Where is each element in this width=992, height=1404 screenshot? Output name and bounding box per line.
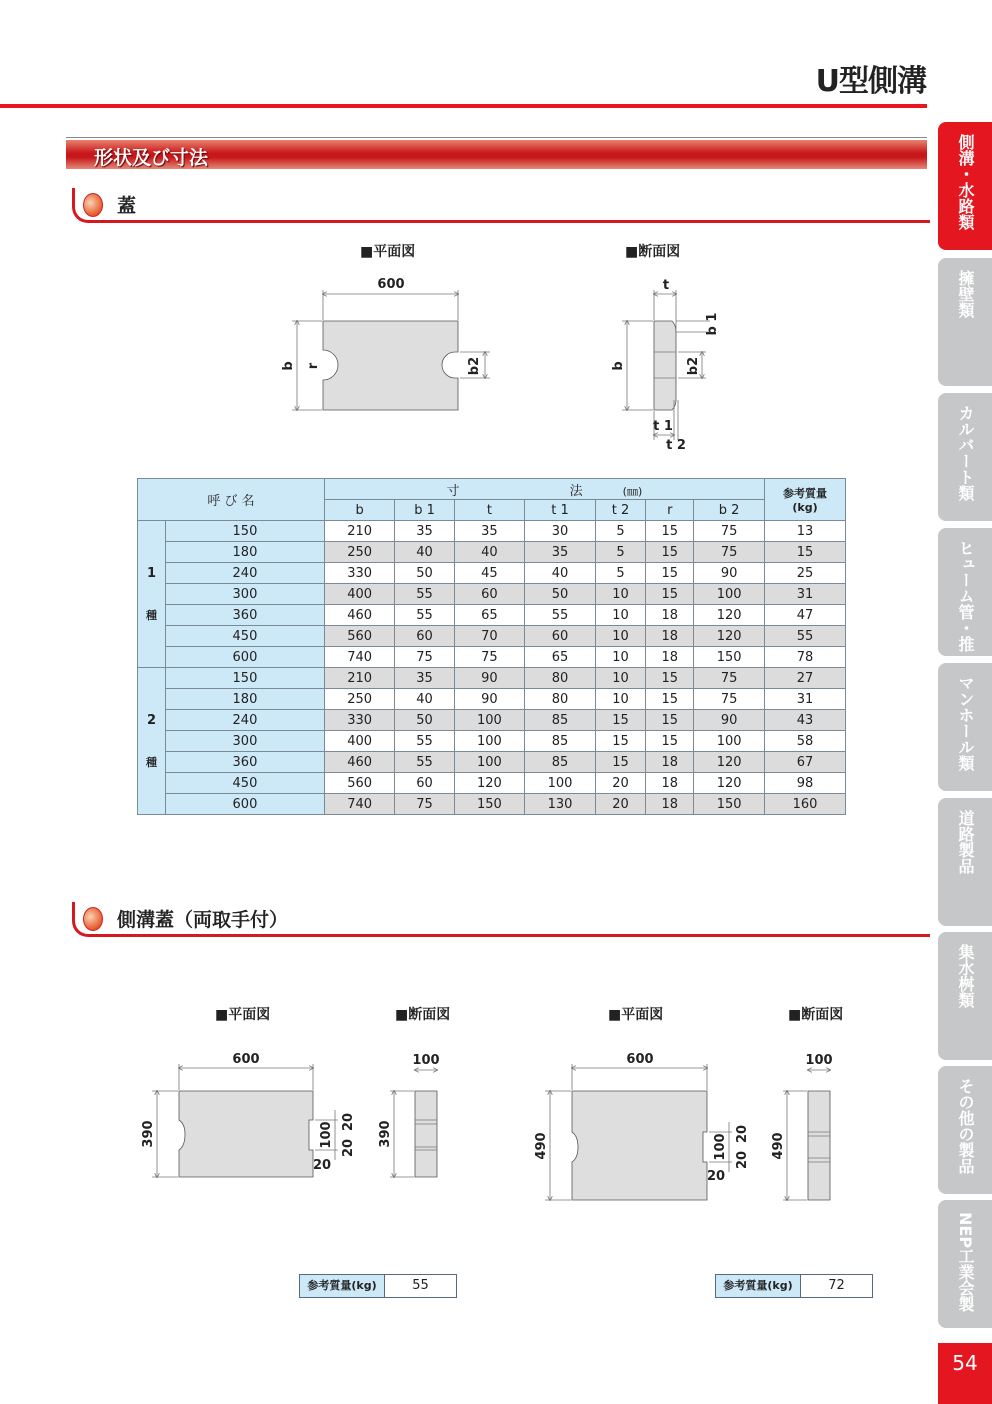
dim-width-right: 600 <box>626 1052 654 1067</box>
value-cell: 50 <box>525 584 596 605</box>
value-cell: 35 <box>525 542 596 563</box>
value-cell: 18 <box>646 752 694 773</box>
value-cell: 15 <box>646 584 694 605</box>
value-cell: 250 <box>324 542 395 563</box>
value-cell: 5 <box>595 521 646 542</box>
value-cell: 55 <box>525 605 596 626</box>
value-cell: 85 <box>525 710 596 731</box>
value-cell: 15 <box>765 542 846 563</box>
value-cell: 40 <box>525 563 596 584</box>
value-cell: 18 <box>646 626 694 647</box>
value-cell: 40 <box>395 689 454 710</box>
dim-b-section: b <box>611 361 626 371</box>
value-cell: 10 <box>595 584 646 605</box>
value-cell: 55 <box>395 731 454 752</box>
header-name: 呼 び 名 <box>138 479 325 521</box>
size-cell: 240 <box>166 710 325 731</box>
dim-b: b <box>281 361 296 371</box>
value-cell: 15 <box>595 710 646 731</box>
value-cell: 58 <box>765 731 846 752</box>
col-header: t 2 <box>595 500 646 521</box>
dim-b2: b2 <box>467 356 482 376</box>
size-cell: 600 <box>166 647 325 668</box>
value-cell: 75 <box>694 542 765 563</box>
value-cell: 25 <box>765 563 846 584</box>
value-cell: 15 <box>646 731 694 752</box>
value-cell: 75 <box>694 689 765 710</box>
table-row <box>138 731 846 752</box>
value-cell: 160 <box>765 794 846 815</box>
plan-view-label: ■平面図 <box>360 244 416 260</box>
kind-number: 1 <box>146 565 157 581</box>
value-cell: 60 <box>525 626 596 647</box>
value-cell: 90 <box>694 563 765 584</box>
value-cell: 460 <box>324 752 395 773</box>
dim-edge1-right: 20 <box>735 1124 750 1144</box>
size-cell: 150 <box>166 668 325 689</box>
value-cell: 35 <box>395 668 454 689</box>
header-unit: (㎜) <box>622 484 643 498</box>
sidebar-tab[interactable]: マンホール類 <box>938 663 992 791</box>
kind-suffix: 種 <box>146 608 157 622</box>
dim-edge3-left: 20 <box>312 1158 332 1173</box>
value-cell: 100 <box>694 731 765 752</box>
col-header: b 1 <box>395 500 454 521</box>
value-cell: 120 <box>694 605 765 626</box>
weight-box-right <box>715 1274 873 1298</box>
subheading-handle-cover <box>72 902 930 937</box>
value-cell: 65 <box>454 605 525 626</box>
value-cell: 85 <box>525 731 596 752</box>
value-cell: 78 <box>765 647 846 668</box>
value-cell: 100 <box>454 752 525 773</box>
value-cell: 60 <box>395 773 454 794</box>
sidebar-tab[interactable]: ヒューム管・推進管 <box>938 528 992 656</box>
kind-cell <box>138 521 166 668</box>
value-cell: 560 <box>324 626 395 647</box>
dim-b1: b 1 <box>705 312 720 336</box>
value-cell: 10 <box>595 689 646 710</box>
value-cell: 75 <box>694 521 765 542</box>
value-cell: 150 <box>694 794 765 815</box>
section-view-label-right: ■断面図 <box>788 1007 844 1023</box>
value-cell: 55 <box>395 605 454 626</box>
col-header: b <box>324 500 395 521</box>
value-cell: 18 <box>646 647 694 668</box>
page-title: U型側溝 <box>815 64 926 99</box>
value-cell: 250 <box>324 689 395 710</box>
dim-thickness-right: 100 <box>805 1053 833 1068</box>
handle-cover-plan-right <box>572 1091 707 1200</box>
handle-cover-plan-left <box>179 1091 313 1177</box>
value-cell: 31 <box>765 689 846 710</box>
value-cell: 15 <box>646 689 694 710</box>
value-cell: 210 <box>324 521 395 542</box>
value-cell: 330 <box>324 710 395 731</box>
value-cell: 90 <box>454 668 525 689</box>
size-cell: 450 <box>166 626 325 647</box>
weight-label: 参考質量(kg) <box>300 1275 385 1297</box>
weight-value: 55 <box>412 1278 429 1293</box>
value-cell: 740 <box>324 794 395 815</box>
value-cell: 75 <box>694 668 765 689</box>
size-cell: 180 <box>166 689 325 710</box>
size-cell: 450 <box>166 773 325 794</box>
value-cell: 15 <box>646 521 694 542</box>
sidebar-tab[interactable]: 擁壁類 <box>938 258 992 386</box>
subheading-title: 側溝蓋（両取手付） <box>117 909 289 931</box>
size-cell: 360 <box>166 752 325 773</box>
table-row <box>138 668 846 689</box>
value-cell: 120 <box>694 626 765 647</box>
table-row <box>138 794 846 815</box>
plan-view-label-left: ■平面図 <box>215 1007 271 1023</box>
value-cell: 13 <box>765 521 846 542</box>
col-header: t 1 <box>525 500 596 521</box>
value-cell: 20 <box>595 794 646 815</box>
value-cell: 210 <box>324 668 395 689</box>
value-cell: 67 <box>765 752 846 773</box>
section-view-label: ■断面図 <box>625 244 681 260</box>
size-cell: 150 <box>166 521 325 542</box>
table-row <box>138 626 846 647</box>
value-cell: 40 <box>395 542 454 563</box>
value-cell: 30 <box>525 521 596 542</box>
table-row <box>138 542 846 563</box>
dim-edge2-left: 20 <box>341 1138 356 1158</box>
header-dim-1: 寸 <box>446 483 460 499</box>
table-row <box>138 752 846 773</box>
value-cell: 150 <box>454 794 525 815</box>
dim-edge3-right: 20 <box>706 1169 726 1184</box>
table-row <box>138 563 846 584</box>
value-cell: 65 <box>525 647 596 668</box>
value-cell: 27 <box>765 668 846 689</box>
value-cell: 90 <box>694 710 765 731</box>
value-cell: 560 <box>324 773 395 794</box>
size-cell: 600 <box>166 794 325 815</box>
value-cell: 75 <box>395 794 454 815</box>
value-cell: 10 <box>595 605 646 626</box>
weight-label: 参考質量(kg) <box>716 1275 801 1297</box>
value-cell: 50 <box>395 710 454 731</box>
kind-number: 2 <box>146 712 157 728</box>
value-cell: 10 <box>595 626 646 647</box>
value-cell: 35 <box>395 521 454 542</box>
dim-section-height-right: 490 <box>771 1132 786 1160</box>
table-row <box>138 689 846 710</box>
dim-thickness-left: 100 <box>412 1053 440 1068</box>
sidebar-tab[interactable]: 集水桝類 <box>938 932 992 1060</box>
value-cell: 120 <box>454 773 525 794</box>
col-header: r <box>646 500 694 521</box>
size-cell: 300 <box>166 584 325 605</box>
value-cell: 98 <box>765 773 846 794</box>
dim-t1: t 1 <box>653 419 673 434</box>
value-cell: 10 <box>595 647 646 668</box>
handle-cover-section-right <box>808 1091 830 1200</box>
section-view-label-left: ■断面図 <box>395 1007 451 1023</box>
value-cell: 55 <box>765 626 846 647</box>
size-cell: 240 <box>166 563 325 584</box>
value-cell: 15 <box>646 710 694 731</box>
value-cell: 15 <box>595 731 646 752</box>
value-cell: 31 <box>765 584 846 605</box>
dim-height-left: 390 <box>141 1120 156 1148</box>
value-cell: 43 <box>765 710 846 731</box>
table-row <box>138 521 846 542</box>
weight-box-left <box>299 1274 457 1298</box>
value-cell: 5 <box>595 542 646 563</box>
table-row <box>138 584 846 605</box>
value-cell: 47 <box>765 605 846 626</box>
value-cell: 50 <box>395 563 454 584</box>
value-cell: 55 <box>395 584 454 605</box>
value-cell: 120 <box>694 752 765 773</box>
value-cell: 80 <box>525 689 596 710</box>
header-weight: 参考質量 (kg) <box>765 479 846 521</box>
dim-notch-right: 100 <box>713 1133 728 1161</box>
value-cell: 75 <box>395 647 454 668</box>
section-title: 形状及び寸法 <box>94 147 209 169</box>
subheading-title: 蓋 <box>117 195 137 217</box>
value-cell: 15 <box>646 668 694 689</box>
dim-section-height-left: 390 <box>378 1120 393 1148</box>
handle-cover-section-left <box>415 1091 437 1177</box>
value-cell: 40 <box>454 542 525 563</box>
value-cell: 35 <box>454 521 525 542</box>
value-cell: 400 <box>324 731 395 752</box>
kind-cell <box>138 668 166 815</box>
col-header: t <box>454 500 525 521</box>
value-cell: 130 <box>525 794 596 815</box>
dim-width: 600 <box>377 277 405 292</box>
cover-plan-shape <box>323 321 458 410</box>
page-number: 54 <box>938 1343 992 1404</box>
value-cell: 740 <box>324 647 395 668</box>
value-cell: 18 <box>646 605 694 626</box>
value-cell: 15 <box>646 563 694 584</box>
value-cell: 15 <box>595 752 646 773</box>
weight-value: 72 <box>828 1278 845 1293</box>
value-cell: 15 <box>646 542 694 563</box>
sidebar-tab[interactable]: カルバート類 <box>938 393 992 521</box>
col-header: b 2 <box>694 500 765 521</box>
value-cell: 460 <box>324 605 395 626</box>
dim-b2-section: b2 <box>686 356 701 376</box>
value-cell: 90 <box>454 689 525 710</box>
sidebar-tab[interactable]: 道路製品 <box>938 798 992 926</box>
value-cell: 100 <box>454 710 525 731</box>
value-cell: 120 <box>694 773 765 794</box>
value-cell: 100 <box>525 773 596 794</box>
dimension-table <box>137 478 846 815</box>
value-cell: 18 <box>646 773 694 794</box>
size-cell: 360 <box>166 605 325 626</box>
sidebar-tab[interactable]: 側溝・水路類 <box>938 122 992 250</box>
size-cell: 180 <box>166 542 325 563</box>
dim-notch-left: 100 <box>319 1121 334 1149</box>
value-cell: 70 <box>454 626 525 647</box>
value-cell: 20 <box>595 773 646 794</box>
plan-view-label-right: ■平面図 <box>608 1007 664 1023</box>
value-cell: 100 <box>454 731 525 752</box>
value-cell: 150 <box>694 647 765 668</box>
value-cell: 60 <box>395 626 454 647</box>
value-cell: 100 <box>694 584 765 605</box>
sidebar-tab[interactable]: その他の製品 <box>938 1066 992 1194</box>
value-cell: 80 <box>525 668 596 689</box>
table-row <box>138 710 846 731</box>
value-cell: 330 <box>324 563 395 584</box>
value-cell: 18 <box>646 794 694 815</box>
value-cell: 400 <box>324 584 395 605</box>
dim-edge2-right: 20 <box>735 1150 750 1170</box>
value-cell: 85 <box>525 752 596 773</box>
dim-width-left: 600 <box>232 1052 260 1067</box>
dim-t: t <box>662 278 670 293</box>
value-cell: 5 <box>595 563 646 584</box>
value-cell: 45 <box>454 563 525 584</box>
dim-t2: t 2 <box>666 438 686 453</box>
table-row <box>138 773 846 794</box>
cover-section-shape <box>654 321 676 410</box>
value-cell: 75 <box>454 647 525 668</box>
table-row <box>138 605 846 626</box>
dim-height-right: 490 <box>534 1132 549 1160</box>
kind-suffix: 種 <box>146 755 157 769</box>
bullet-icon <box>83 907 103 931</box>
header-dim-2: 法 <box>569 483 583 499</box>
value-cell: 55 <box>395 752 454 773</box>
dim-r: r <box>306 362 321 370</box>
value-cell: 60 <box>454 584 525 605</box>
value-cell: 10 <box>595 668 646 689</box>
header-dimensions <box>324 479 764 500</box>
size-cell: 300 <box>166 731 325 752</box>
table-row <box>138 647 846 668</box>
sidebar-tab[interactable]: NEP工業会製品 <box>938 1200 992 1328</box>
dim-edge1-left: 20 <box>341 1112 356 1132</box>
